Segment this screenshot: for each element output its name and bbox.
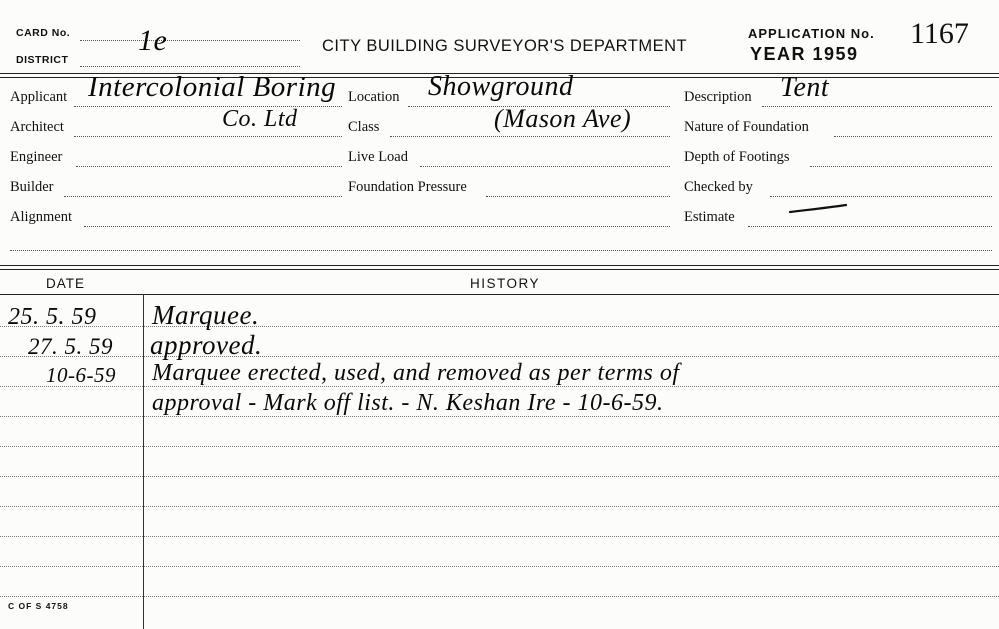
live-load-label: Live Load — [348, 149, 408, 165]
application-no-label: APPLICATION No. — [748, 26, 875, 41]
card-no-line — [80, 40, 300, 41]
description-line — [762, 106, 992, 107]
history-entry-3-date: 10-6-59 — [46, 363, 116, 387]
history-ruled-line — [0, 506, 999, 507]
history-top-rule-2 — [0, 269, 999, 270]
history-entry-4-text: approval - Mark off list. - N. Keshan Ire - 10-6-59. — [152, 390, 664, 416]
checked-by-label: Checked by — [684, 179, 753, 195]
description-label: Description — [684, 89, 752, 105]
applicant-label: Applicant — [10, 89, 68, 105]
history-ruled-line — [0, 566, 999, 567]
location-value: Showground — [428, 71, 574, 102]
history-entry-2-text: approved. — [150, 330, 263, 360]
blank-line — [10, 250, 992, 251]
date-column-divider — [143, 294, 144, 629]
live-load-line — [420, 166, 670, 167]
nature-line — [834, 136, 992, 137]
applicant-value: Intercolonial Boring — [88, 71, 337, 103]
architect-line — [74, 136, 342, 137]
history-entry-3-text: Marquee erected, used, and removed as per terms of — [152, 360, 680, 386]
checked-by-line — [770, 196, 992, 197]
history-header-rule — [0, 294, 999, 295]
form-code: C OF S 4758 — [8, 601, 69, 611]
depth-label: Depth of Footings — [684, 149, 790, 165]
class-value: (Mason Ave) — [494, 104, 632, 133]
architect-label: Architect — [10, 119, 64, 135]
history-entry-1-text: Marquee. — [152, 300, 260, 330]
class-line — [390, 136, 670, 137]
foundation-pressure-label: Foundation Pressure — [348, 179, 467, 195]
estimate-dash-mark — [788, 200, 850, 216]
alignment-label: Alignment — [10, 209, 73, 225]
builder-line — [64, 196, 342, 197]
depth-line — [810, 166, 992, 167]
history-entry-2-date: 27. 5. 59 — [28, 334, 113, 359]
alignment-line — [84, 226, 670, 227]
applicant-value-cont: Co. Ltd — [222, 106, 298, 132]
class-label: Class — [348, 119, 380, 135]
history-ruled-line — [0, 596, 999, 597]
builder-label: Builder — [10, 179, 54, 195]
history-ruled-line — [0, 476, 999, 477]
history-ruled-line — [0, 446, 999, 447]
district-line — [80, 66, 300, 67]
history-column-header: HISTORY — [470, 276, 541, 291]
application-no-value: 1167 — [910, 17, 969, 50]
description-value: Tent — [780, 72, 830, 103]
district-label: DISTRICT — [16, 54, 69, 66]
estimate-line — [748, 226, 992, 227]
location-label: Location — [348, 89, 400, 105]
department-title: CITY BUILDING SURVEYOR'S DEPARTMENT — [322, 37, 688, 55]
applicant-line — [74, 106, 342, 107]
history-top-rule — [0, 265, 999, 266]
district-value: 1e — [138, 24, 168, 57]
card-no-label: CARD No. — [16, 27, 71, 39]
history-ruled-line — [0, 326, 999, 327]
foundation-pressure-line — [486, 196, 670, 197]
estimate-label: Estimate — [684, 209, 735, 225]
date-column-header: DATE — [46, 276, 86, 291]
history-entry-1-date: 25. 5. 59 — [8, 304, 97, 330]
engineer-line — [76, 166, 342, 167]
history-ruled-line — [0, 536, 999, 537]
engineer-label: Engineer — [10, 149, 63, 165]
year-label: YEAR 1959 — [750, 44, 859, 64]
nature-label: Nature of Foundation — [684, 119, 809, 135]
